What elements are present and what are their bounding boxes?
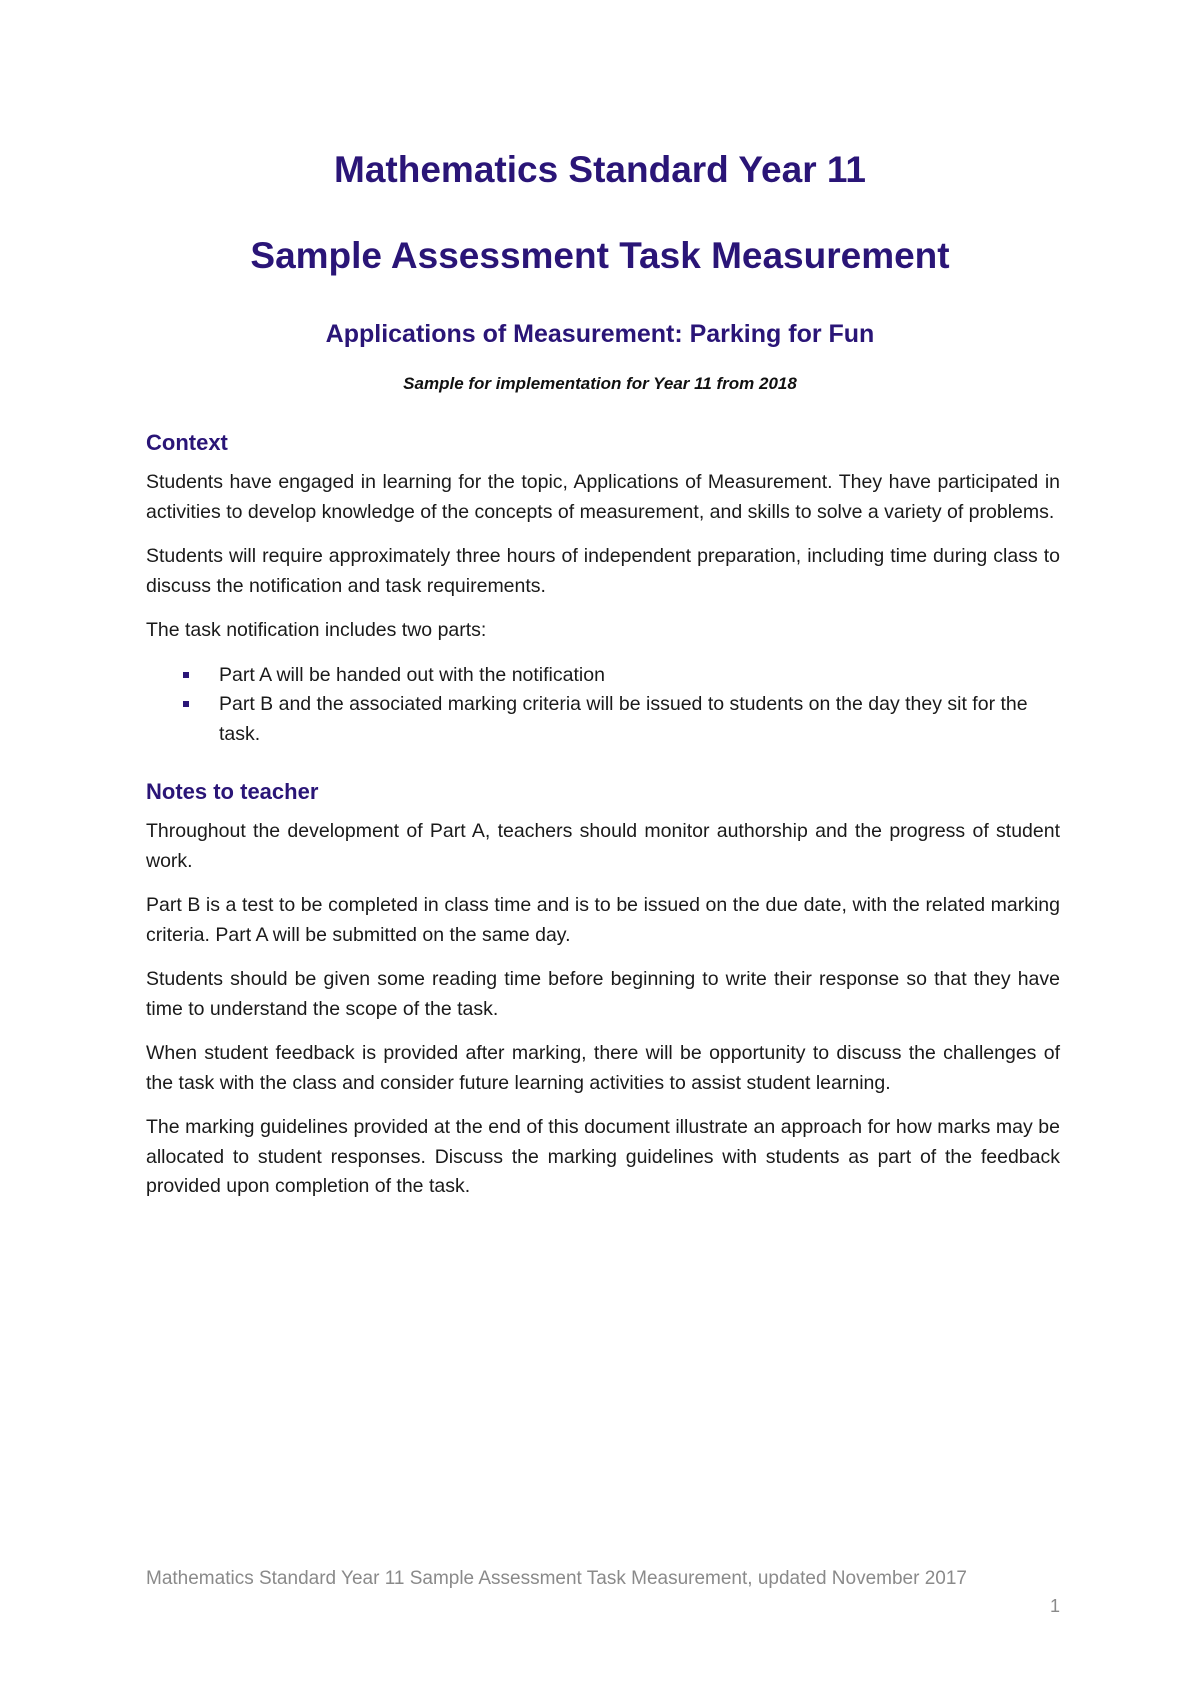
context-paragraph-2: Students will require approximately three hours of independent preparation, including time during class to discuss the notification and task requirements. — [146, 545, 1060, 597]
section-spacer — [146, 749, 1060, 777]
context-paragraph-1: Students have engaged in learning for the topic, Applications of Measurement. They have participated in activities to develop knowledge of the concepts of measurement, and skills to solve a variety of problems. — [146, 471, 1060, 523]
document-body — [146, 428, 1060, 1217]
implementation-note: Sample for implementation for Year 11 from 2018 — [403, 374, 797, 393]
context-paragraph-3: The task notification includes two parts: — [146, 619, 487, 641]
notes-paragraph-4: When student feedback is provided after marking, there will be opportunity to discuss the challenges of the task with the class and consider future learning activities to assist student learning. — [146, 1042, 1060, 1094]
list-item — [219, 661, 1060, 691]
list-item-text: Part A will be handed out with the notification — [219, 663, 605, 686]
context-heading: Context — [146, 430, 228, 455]
notes-paragraph-5: The marking guidelines provided at the end of this document illustrate an approach for how marks may be allocated to student responses. Discuss the marking guidelines with students as part of the feedback provided upon completion of the task. — [146, 1116, 1060, 1197]
square-bullet-icon — [183, 701, 189, 707]
task-parts-list — [146, 661, 1060, 750]
notes-heading: Notes to teacher — [146, 779, 319, 804]
document-subtitle-title: Sample Assessment Task Measurement — [250, 235, 950, 276]
square-bullet-icon — [183, 672, 189, 678]
list-item — [219, 690, 1060, 749]
task-title: Applications of Measurement: Parking for Fun — [325, 320, 875, 348]
notes-paragraph-3: Students should be given some reading time before beginning to write their response so that they have time to understand the scope of the task. — [146, 968, 1060, 1020]
page-number: 1 — [1049, 1596, 1060, 1616]
notes-section — [146, 777, 1060, 1202]
list-item-text: Part B and the associated marking criteria will be issued to students on the day they sit for the task. — [219, 693, 1028, 745]
document-title: Mathematics Standard Year 11 — [334, 149, 866, 190]
context-section — [146, 428, 1060, 749]
notes-paragraph-1: Throughout the development of Part A, teachers should monitor authorship and the progress of student work. — [146, 820, 1060, 872]
page-footer: Mathematics Standard Year 11 Sample Assessment Task Measurement, updated November 2017 — [146, 1568, 967, 1589]
notes-paragraph-2: Part B is a test to be completed in class time and is to be issued on the due date, with the related marking criteria. Part A will be submitted on the same day. — [146, 894, 1060, 946]
